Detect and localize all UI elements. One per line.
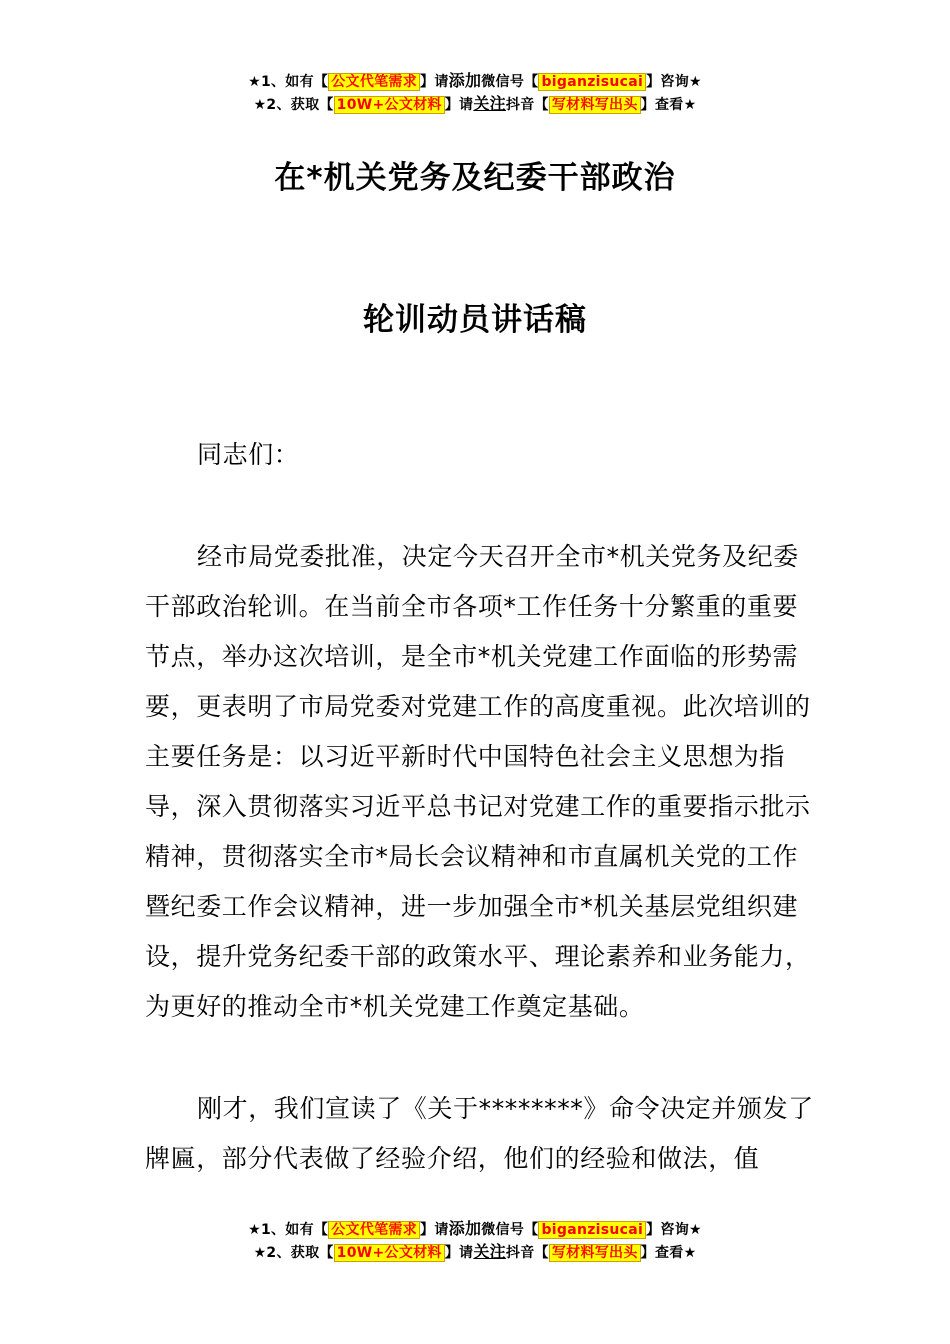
highlight-douyin-account: 写材料写出头 (549, 96, 641, 114)
star-icon: ★ (253, 97, 267, 113)
star-icon: ★ (689, 74, 702, 90)
banner-line-1 (0, 1218, 950, 1241)
banner-text: 抖音【 (505, 1245, 549, 1261)
highlight-materials: 10W+公文材料 (334, 96, 445, 114)
banner-text: 】咨询 (646, 1222, 690, 1238)
banner-text: 】请 (420, 74, 449, 90)
banner-text: 】请 (444, 1245, 474, 1261)
document-title-line-2: 轮训动员讲话稿 (363, 302, 587, 338)
banner-text: 微信号【 (481, 74, 539, 90)
banner-line-2 (0, 93, 950, 116)
paragraph-spacer (145, 480, 815, 532)
banner-line-1 (0, 70, 950, 93)
banner-line-2 (0, 1241, 950, 1264)
banner-text: 2、获取【 (266, 97, 334, 113)
banner-text: 】查看 (640, 97, 684, 113)
banner-text: 】请 (444, 97, 474, 113)
highlight-service: 公文代笔需求 (328, 73, 420, 91)
banner-text: 抖音【 (505, 97, 549, 113)
document-title-line-1: 在*机关党务及纪委干部政治 (274, 160, 676, 196)
star-icon: ★ (689, 1222, 702, 1238)
banner-emphasis: 关注 (473, 94, 506, 113)
highlight-materials: 10W+公文材料 (334, 1244, 445, 1262)
highlight-service: 公文代笔需求 (328, 1221, 420, 1239)
banner-emphasis: 关注 (473, 1242, 506, 1261)
paragraph-1: 经市局党委批准，决定今天召开全市*机关党务及纪委干部政治轮训。在当前全市各项*工作任务十分繁重的重要节点，举办这次培训，是全市*机关党建工作面临的形势需要，更表明了市局党委对党建工作的高度重视。此次培训的主要任务是：以习近平新时代中国特色社会主义思想为指导，深入贯彻落实习近平总书记对党建工作的重要指示批示精神，贯彻落实全市*局长会议精神和市直属机关党的工作暨纪委工作会议精神，进一步加强全市*机关基层党组织建设，提升党务纪委干部的政策水平、理论素养和业务能力，为更好的推动全市*机关党建工作奠定基础。 (145, 542, 811, 1021)
star-icon: ★ (683, 97, 697, 113)
banner-text: 2、获取【 (266, 1245, 334, 1261)
star-icon: ★ (683, 1245, 697, 1261)
footer-banner (0, 1218, 950, 1264)
highlight-douyin-account: 写材料写出头 (549, 1244, 641, 1262)
banner-text: 】请 (420, 1222, 449, 1238)
salutation: 同志们： (197, 440, 300, 469)
banner-text: 微信号【 (481, 1222, 539, 1238)
banner-text: 1、如有【 (260, 1222, 329, 1238)
banner-text: 】查看 (640, 1245, 684, 1261)
header-banner (0, 70, 950, 116)
banner-emphasis: 添加 (448, 1219, 482, 1238)
banner-text: 1、如有【 (260, 74, 329, 90)
document-body (145, 430, 815, 1184)
star-icon: ★ (248, 1222, 261, 1238)
star-icon: ★ (248, 74, 261, 90)
highlight-wechat-id: biganzisucai (538, 1221, 646, 1239)
paragraph-spacer (145, 1032, 815, 1084)
paragraph-2: 刚才，我们宣读了《关于********》命令决定并颁发了牌匾，部分代表做了经验介绍，他们的经验和做法，值 (145, 1094, 814, 1173)
highlight-wechat-id: biganzisucai (538, 73, 646, 91)
banner-text: 】咨询 (646, 74, 690, 90)
star-icon: ★ (253, 1245, 267, 1261)
banner-emphasis: 添加 (448, 71, 482, 90)
